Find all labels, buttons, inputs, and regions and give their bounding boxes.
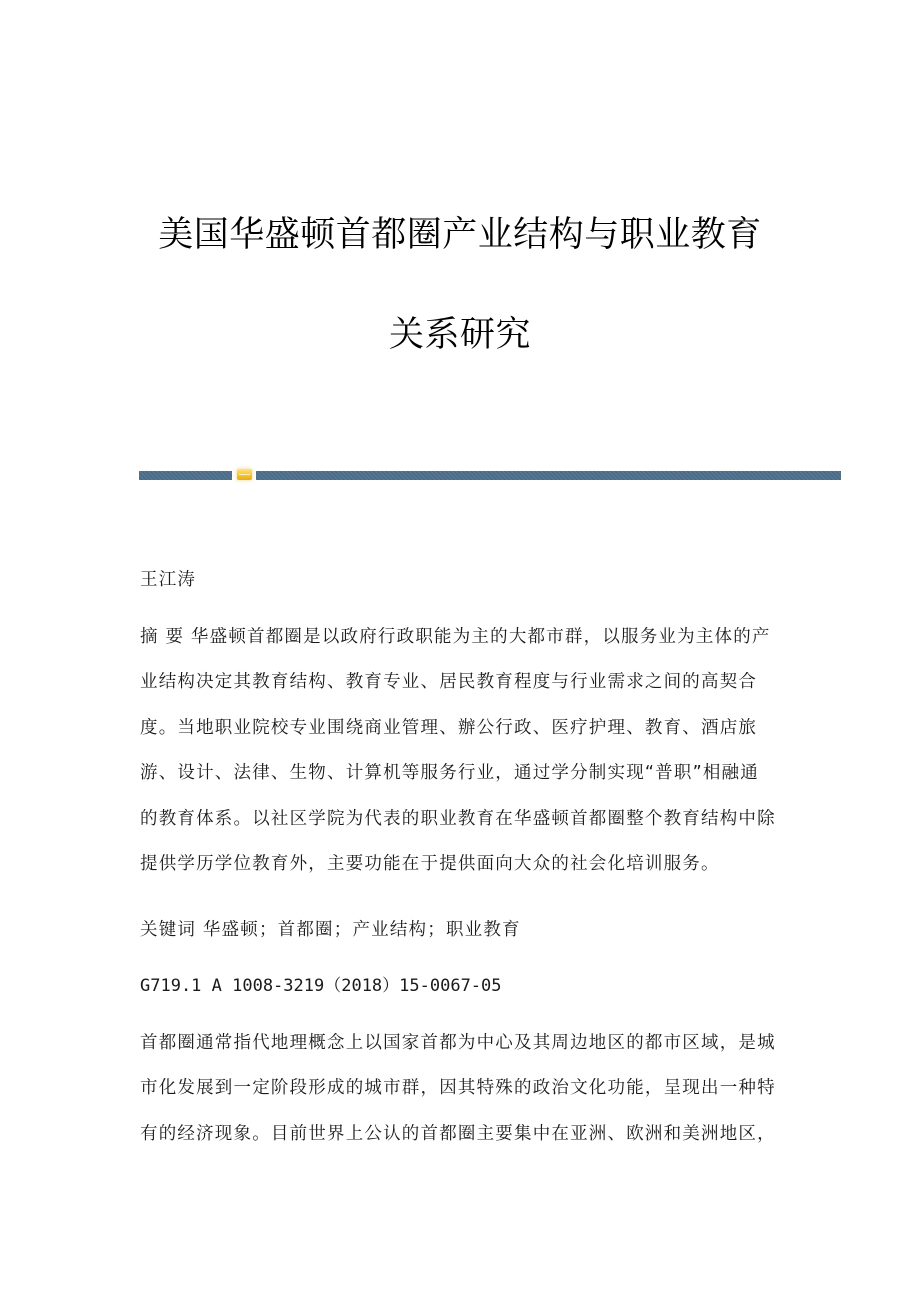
abstract-line: 业结构决定其教育结构、教育专业、居民教育程度与行业需求之间的高契合 bbox=[140, 672, 758, 692]
abstract-line: 摘 要 华盛顿首都圈是以政府行政职能为主的大都市群，以服务业为主体的产 bbox=[140, 627, 771, 647]
title-divider bbox=[139, 471, 841, 480]
title-line-2: 关系研究 bbox=[388, 315, 531, 355]
title-line-1: 美国华盛顿首都圈产业结构与职业教育 bbox=[158, 215, 762, 255]
title-block bbox=[0, 215, 920, 355]
keywords: 关键词 华盛顿；首都圈；产业结构；职业教育 bbox=[140, 920, 521, 940]
abstract-line: 度。当地职业院校专业围绕商业管理、辦公行政、医疗护理、教育、酒店旅 bbox=[140, 718, 758, 738]
author: 王江涛 bbox=[140, 570, 197, 590]
classification-code: G719.1 A 1008-3219（2018）15-0067-05 bbox=[140, 976, 502, 996]
abstract-line: 提供学历学位教育外，主要功能在于提供面向大众的社会化培训服务。 bbox=[140, 854, 720, 874]
abstract-line: 的教育体系。以社区学院为代表的职业教育在华盛顿首都圈整个教育结构中除 bbox=[140, 809, 776, 829]
body-line: 首都圈通常指代地理概念上以国家首都为中心及其周边地区的都市区域，是城 bbox=[140, 1033, 776, 1053]
abstract-line: 游、设计、法律、生物、计算机等服务行业，通过学分制实现“普职”相融通 bbox=[140, 763, 759, 783]
body-line: 有的经济现象。目前世界上公认的首都圈主要集中在亚洲、欧洲和美洲地区， bbox=[140, 1124, 776, 1144]
divider-bar-right bbox=[256, 471, 841, 480]
divider-bar-left bbox=[139, 471, 232, 480]
body-line: 市化发展到一定阶段形成的城市群，因其特殊的政治文化功能，呈现出一种特 bbox=[140, 1078, 776, 1098]
envelope-icon bbox=[237, 469, 252, 480]
